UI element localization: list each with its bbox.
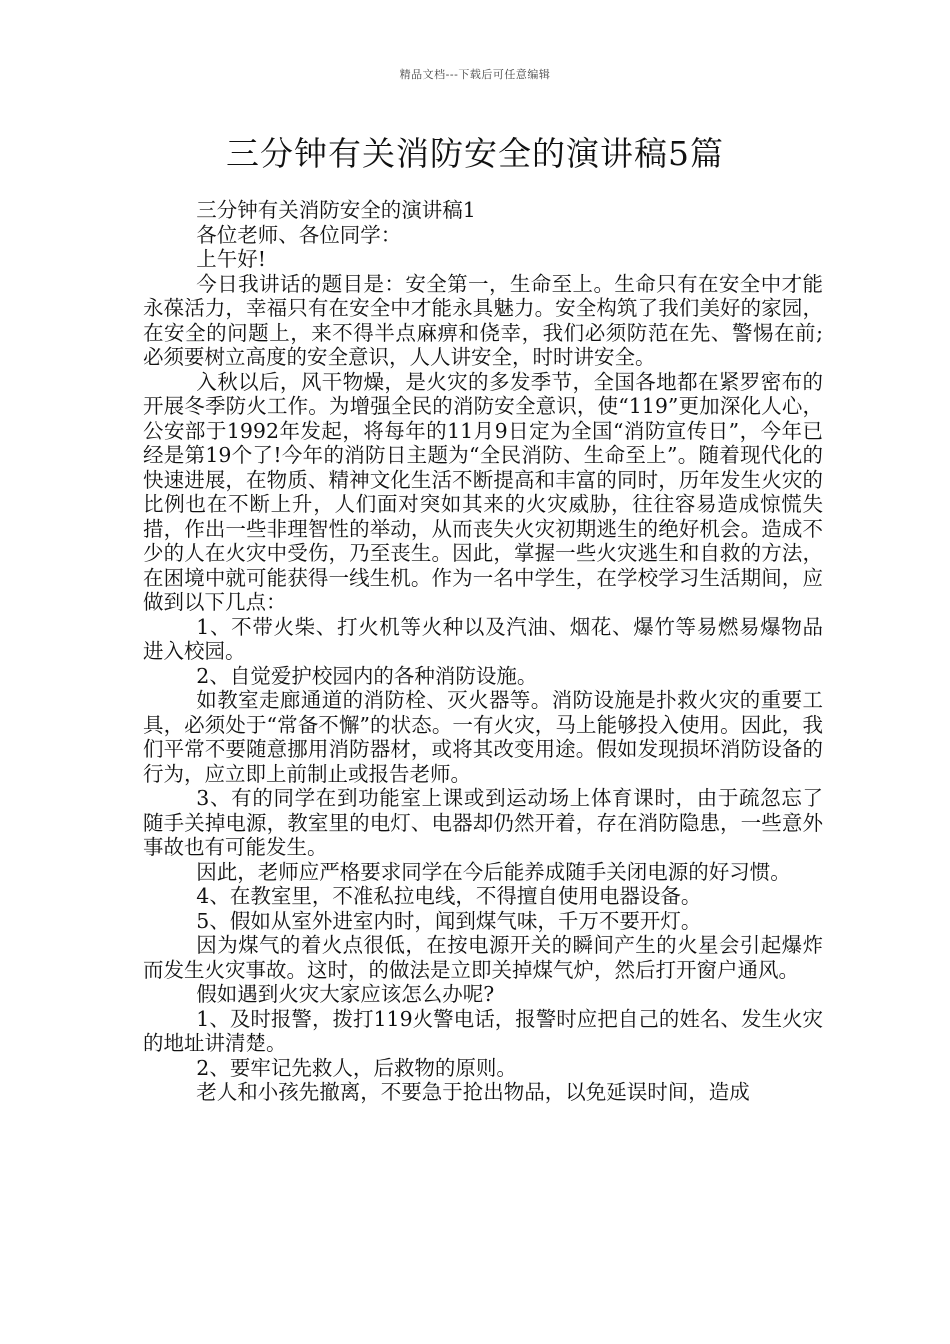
- paragraph-salutation: 各位老师、各位同学：: [196, 222, 402, 247]
- paragraph: 因此，老师应严格要求同学在今后能养成随手关闭电源的好习惯。: [196, 859, 791, 884]
- paragraph: 今日我讲话的题目是：安全第一，生命至上。生命只有在安全中才能永葆活力，幸福只有在安全中才能永具魅力。安全构筑了我们美好的家园，在安全的问题上，来不得半点麻痹和侥幸，我们必须防范在先、警惕在前;必须要树立高度的安全意识，人人讲安全，时时讲安全。: [143, 271, 823, 369]
- paragraph: 老人和小孩先撤离，不要急于抢出物品，以免延误时间，造成: [196, 1080, 750, 1104]
- header-note: 精品文档---下载后可任意编辑: [399, 68, 551, 81]
- list-item: 2、要牢记先救人，后救物的原则。: [196, 1055, 517, 1080]
- paragraph: 如教室走廊通道的消防栓、灭火器等。消防设施是扑救火灾的重要工具，必须处于“常备不懈”的状态。一有火灾，马上能够投入使用。因此，我们平常不要随意挪用消防器材，或将其改变用途。假如发现损坏消防设备的行为，应立即上前制止或报告老师。: [143, 688, 823, 786]
- paragraph: 假如遇到火灾大家应该怎么办呢?: [196, 982, 495, 1006]
- paragraph-subtitle: 三分钟有关消防安全的演讲稿1: [196, 198, 476, 222]
- document-title: 三分钟有关消防安全的演讲稿5篇: [226, 134, 724, 173]
- paragraph: 因为煤气的着火点很低，在按电源开关的瞬间产生的火星会引起爆炸而发生火灾事故。这时，的做法是立即关掉煤气炉，然后打开窗户通风。: [143, 933, 823, 982]
- list-item: 1、及时报警，拨打119火警电话，报警时应把自己的姓名、发生火灾的地址讲清楚。: [143, 1006, 823, 1055]
- document-body: [143, 198, 823, 1105]
- paragraph: 入秋以后，风干物燥，是火灾的多发季节，全国各地都在紧罗密布的开展冬季防火工作。为增强全民的消防安全意识，使“119”更加深化人心，公安部于1992年发起，将每年的11月9日定为全国“消防宣传日”，今年已经是第19个了!今年的消防日主题为“全民消防、生命至上”。随着现代化的快速进展，在物质、精神文化生活不断提高和丰富的同时，历年发生火灾的比例也在不断上升，人们面对突如其来的火灾威胁，往往容易造成惊慌失措，作出一些非理智性的举动，从而丧失火灾初期逃生的绝好机会。造成不少的人在火灾中受伤，乃至丧生。因此，掌握一些火灾逃生和自救的方法，在困境中就可能获得一线生机。作为一名中学生，在学校学习生活期间，应做到以下几点：: [143, 369, 823, 614]
- list-item: 2、自觉爱护校园内的各种消防设施。: [196, 663, 538, 688]
- list-item: 5、假如从室外进室内时，闻到煤气味，千万不要开灯。: [196, 908, 702, 933]
- list-item: 1、不带火柴、打火机等火种以及汽油、烟花、爆竹等易燃易爆物品进入校园。: [143, 614, 823, 663]
- list-item: 4、在教室里，不准私拉电线，不得擅自使用电器设备。: [196, 884, 702, 908]
- list-item: 3、有的同学在到功能室上课或到运动场上体育课时，由于疏忽忘了随手关掉电源，教室里的电灯、电器却仍然开着，存在消防隐患，一些意外事故也有可能发生。: [143, 786, 823, 859]
- paragraph-greeting: 上午好!: [196, 247, 267, 271]
